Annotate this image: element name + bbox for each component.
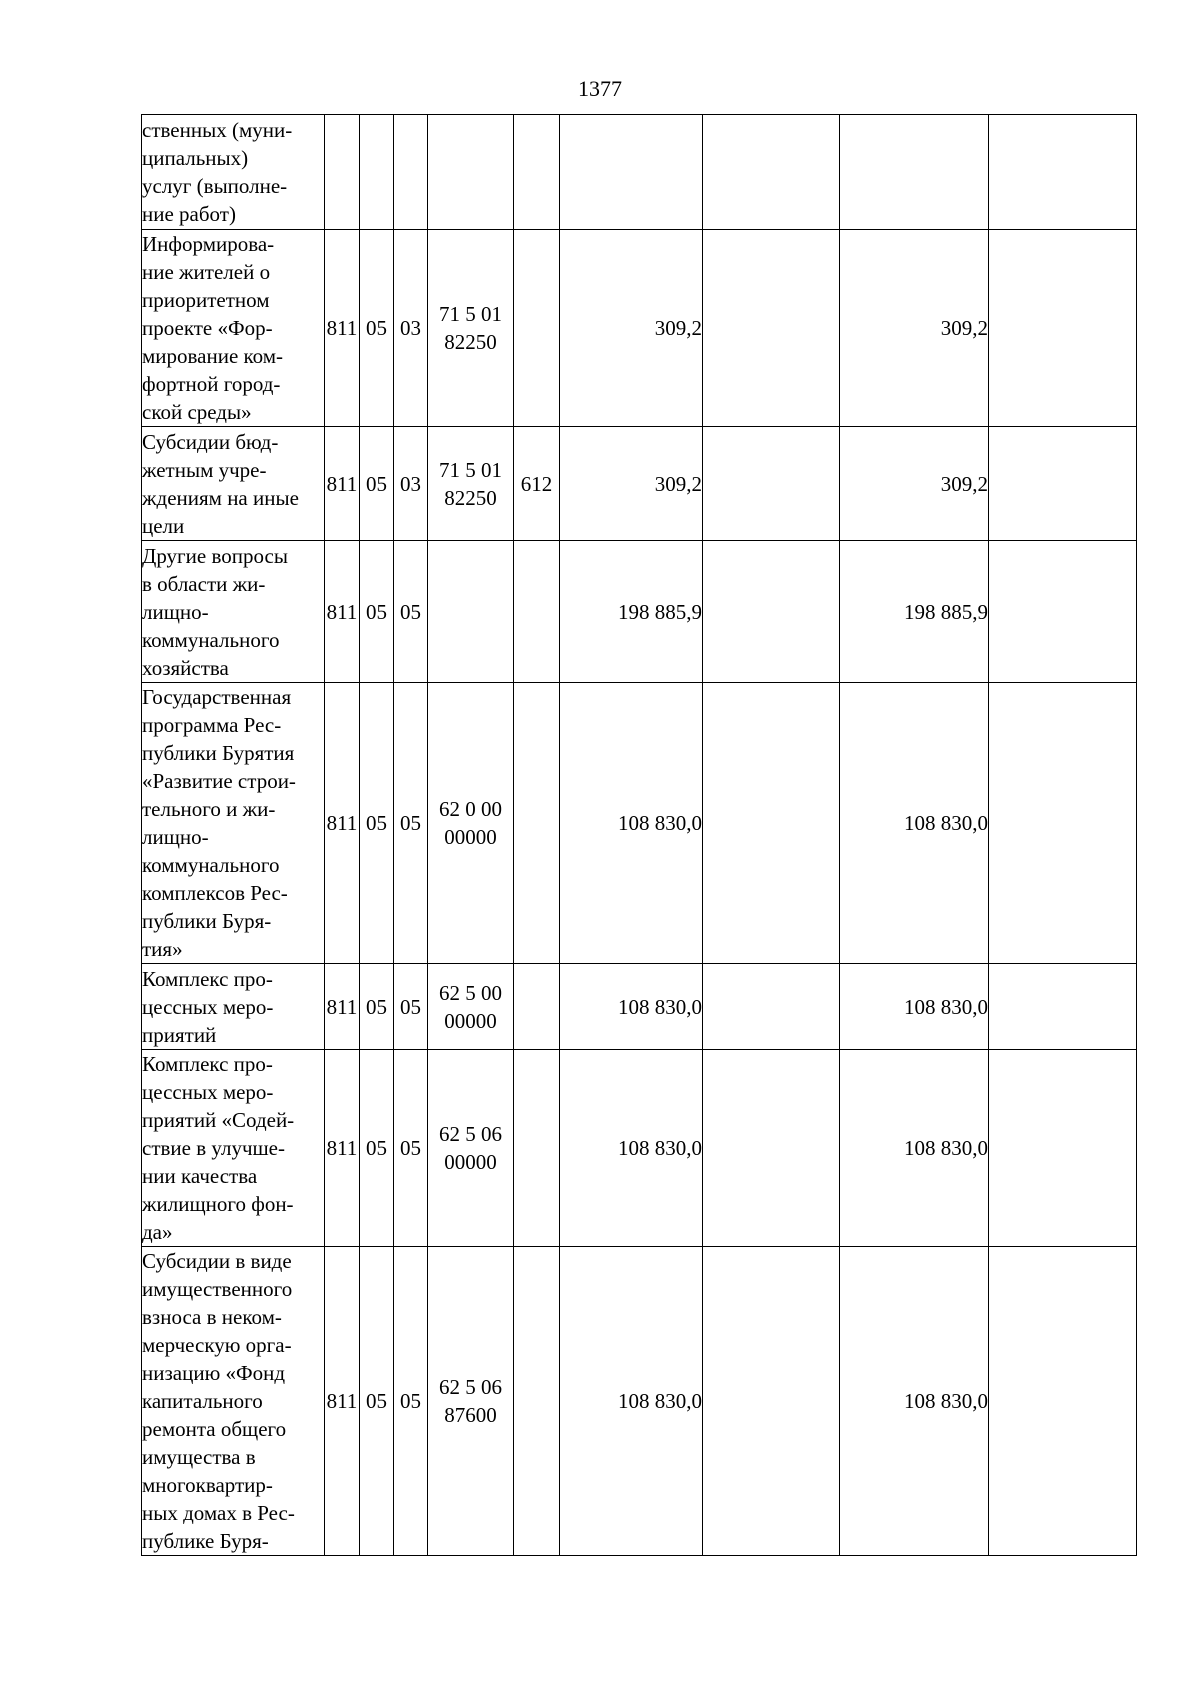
sum1-cell: 198 885,9 (560, 541, 703, 683)
sum4-cell (989, 1050, 1137, 1247)
table-row (142, 964, 1137, 1050)
table-row (142, 683, 1137, 964)
sum1-cell: 108 830,0 (560, 1247, 703, 1556)
grbs-cell: 811 (325, 964, 360, 1050)
sum1-cell: 108 830,0 (560, 683, 703, 964)
row-name-cell: Информирова- ние жителей о приоритетном проекте «Фор- мирование ком- фортной город- ской среды» (142, 230, 325, 427)
pr-cell: 03 (394, 427, 428, 541)
rz-cell: 05 (360, 230, 394, 427)
pr-cell: 05 (394, 1050, 428, 1247)
pr-cell: 05 (394, 1247, 428, 1556)
sum2-cell (703, 683, 840, 964)
table-row (142, 230, 1137, 427)
pr-cell: 05 (394, 541, 428, 683)
row-name-cell: Субсидии бюд- жетным учре- ждениям на иные цели (142, 427, 325, 541)
vr-cell (514, 115, 560, 230)
sum3-cell: 309,2 (840, 230, 989, 427)
vr-cell (514, 964, 560, 1050)
grbs-cell: 811 (325, 1247, 360, 1556)
row-name-cell: Комплекс про- цессных меро- приятий (142, 964, 325, 1050)
sum3-cell: 108 830,0 (840, 1050, 989, 1247)
row-name-cell: ственных (муни- ципальных) услуг (выполне- ние работ) (142, 115, 325, 230)
sum3-cell (840, 115, 989, 230)
sum1-cell: 309,2 (560, 230, 703, 427)
pr-cell: 05 (394, 964, 428, 1050)
vr-cell (514, 1247, 560, 1556)
csr-cell: 62 5 06 87600 (428, 1247, 514, 1556)
grbs-cell: 811 (325, 230, 360, 427)
sum3-cell: 198 885,9 (840, 541, 989, 683)
sum3-cell: 108 830,0 (840, 683, 989, 964)
table-row (142, 541, 1137, 683)
rz-cell: 05 (360, 964, 394, 1050)
rz-cell (360, 115, 394, 230)
csr-cell: 71 5 01 82250 (428, 230, 514, 427)
budget-table (141, 114, 1137, 1556)
csr-cell: 62 5 06 00000 (428, 1050, 514, 1247)
vr-cell (514, 1050, 560, 1247)
sum3-cell: 108 830,0 (840, 964, 989, 1050)
sum1-cell: 309,2 (560, 427, 703, 541)
row-name-cell: Комплекс про- цессных меро- приятий «Содей- ствие в улучше- нии качества жилищного фон- да» (142, 1050, 325, 1247)
row-name-cell: Субсидии в виде имущественного взноса в неком- мерческую орга- низацию «Фонд капитального ремонта общего имущества в многоквартир- ных домах в Рес- публике Буря- (142, 1247, 325, 1556)
grbs-cell: 811 (325, 427, 360, 541)
rz-cell: 05 (360, 683, 394, 964)
sum4-cell (989, 427, 1137, 541)
sum2-cell (703, 964, 840, 1050)
sum1-cell: 108 830,0 (560, 964, 703, 1050)
grbs-cell: 811 (325, 1050, 360, 1247)
csr-cell (428, 115, 514, 230)
table-row (142, 115, 1137, 230)
pr-cell: 03 (394, 230, 428, 427)
grbs-cell: 811 (325, 541, 360, 683)
page-number: 1377 (578, 76, 622, 101)
sum4-cell (989, 230, 1137, 427)
sum1-cell (560, 115, 703, 230)
row-name-cell: Другие вопросы в области жи- лищно- коммунального хозяйства (142, 541, 325, 683)
sum1-cell: 108 830,0 (560, 1050, 703, 1247)
sum4-cell (989, 1247, 1137, 1556)
csr-cell: 71 5 01 82250 (428, 427, 514, 541)
pr-cell: 05 (394, 683, 428, 964)
sum2-cell (703, 1050, 840, 1247)
rz-cell: 05 (360, 1247, 394, 1556)
csr-cell (428, 541, 514, 683)
csr-cell: 62 5 00 00000 (428, 964, 514, 1050)
rz-cell: 05 (360, 541, 394, 683)
vr-cell (514, 230, 560, 427)
table-row (142, 1247, 1137, 1556)
sum2-cell (703, 427, 840, 541)
vr-cell: 612 (514, 427, 560, 541)
table-row (142, 427, 1137, 541)
vr-cell (514, 683, 560, 964)
sum4-cell (989, 683, 1137, 964)
table-row (142, 1050, 1137, 1247)
sum4-cell (989, 115, 1137, 230)
sum4-cell (989, 541, 1137, 683)
rz-cell: 05 (360, 427, 394, 541)
rz-cell: 05 (360, 1050, 394, 1247)
sum3-cell: 309,2 (840, 427, 989, 541)
vr-cell (514, 541, 560, 683)
sum2-cell (703, 1247, 840, 1556)
sum4-cell (989, 964, 1137, 1050)
sum2-cell (703, 541, 840, 683)
grbs-cell (325, 115, 360, 230)
pr-cell (394, 115, 428, 230)
grbs-cell: 811 (325, 683, 360, 964)
sum3-cell: 108 830,0 (840, 1247, 989, 1556)
sum2-cell (703, 230, 840, 427)
sum2-cell (703, 115, 840, 230)
csr-cell: 62 0 00 00000 (428, 683, 514, 964)
row-name-cell: Государственная программа Рес- публики Бурятия «Развитие строи- тельного и жи- лищно- коммунального комплексов Рес- публики Буря- тия» (142, 683, 325, 964)
